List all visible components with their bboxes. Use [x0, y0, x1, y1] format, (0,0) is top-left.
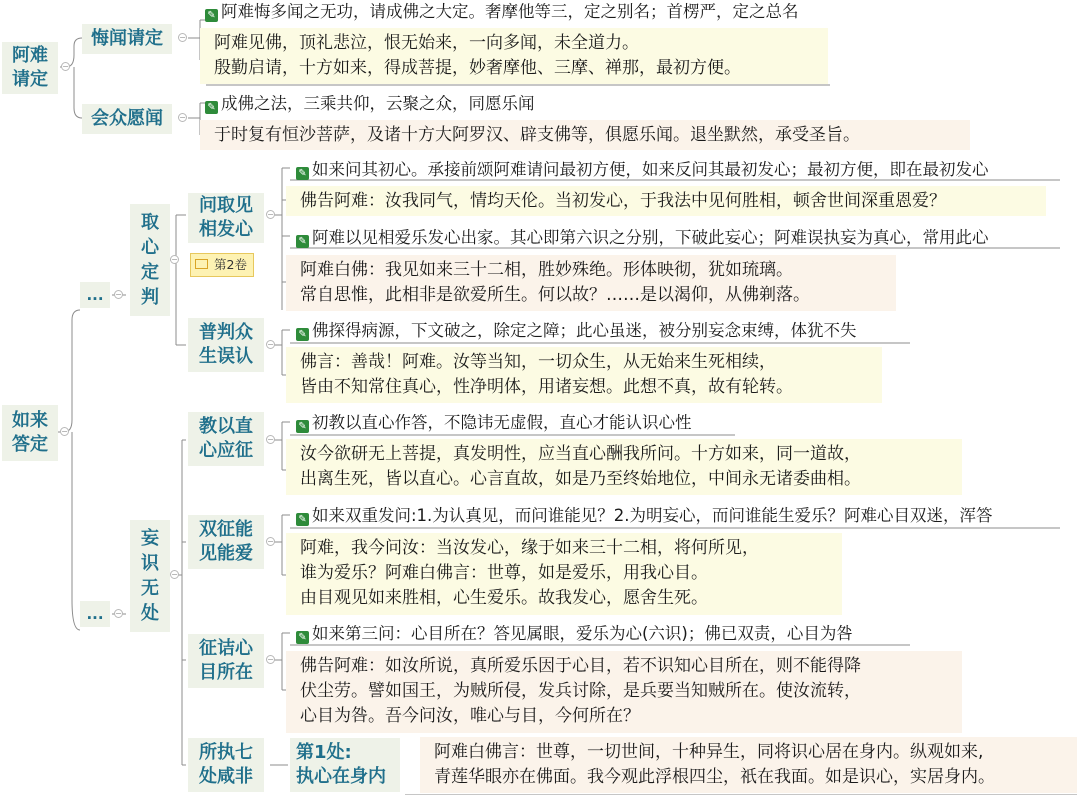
- topic-zhengjie[interactable]: 征诘心 目所在: [188, 634, 264, 688]
- topic-wangshi-wuchu[interactable]: 妄 识 无 处: [130, 520, 170, 632]
- collapse-toggle[interactable]: −: [267, 340, 274, 349]
- root-topic-anan-qingding[interactable]: 阿难 请定: [2, 42, 58, 94]
- note-wenqu-2: ✎ 阿难以见相爱乐发心出家。其心即第六识之分别，下破此妄心；阿难误执妄为真心，常用此心: [296, 226, 989, 249]
- pencil-icon: ✎: [296, 420, 309, 433]
- root-topic-rulai-dading[interactable]: 如来 答定: [2, 405, 58, 461]
- pencil-icon: ✎: [296, 167, 309, 180]
- collapse-toggle[interactable]: −: [115, 609, 122, 618]
- text-suozhi: 阿难白佛言：世尊，一切世间，十种异生，同将识心居在身内。纵观如来, 青莲华眼亦在佛面。我今观此浮根四尘，祇在我面。如是识心，实居身内。: [420, 737, 1077, 793]
- collapse-toggle[interactable]: −: [171, 255, 178, 264]
- wangshi-connectors: [176, 440, 186, 765]
- pencil-icon: ✎: [296, 513, 309, 526]
- topic-wenqu-jianxiang[interactable]: 问取见 相发心: [188, 193, 264, 243]
- topic-pupan-zhongsheng[interactable]: 普判众 生误认: [188, 318, 264, 372]
- collapse-toggle[interactable]: −: [267, 210, 274, 219]
- note-jiaoyi: ✎ 初教以直心作答，不隐讳无虚假，直心才能认识心性: [296, 411, 692, 434]
- text-wenqu-1: 佛告阿难：汝我同气，情均天伦。当初发心，于我法中见何胜相，顿舍世间深重恩爱？: [286, 186, 1046, 216]
- collapse-toggle[interactable]: −: [179, 33, 186, 42]
- collapse-toggle[interactable]: −: [267, 537, 274, 546]
- topic-huizhong-yuanwen[interactable]: 会众愿闻: [82, 104, 172, 134]
- collapse-toggle[interactable]: −: [62, 62, 69, 71]
- topic-ellipsis-collapsed[interactable]: ...: [80, 282, 110, 308]
- text-huizhong: 于时复有恒沙菩萨，及诸十方大阿罗汉、辟支佛等，俱愿乐闻。退坐默然，承受圣旨。: [200, 120, 970, 150]
- pencil-icon: ✎: [296, 235, 309, 248]
- pencil-icon: ✎: [205, 9, 218, 22]
- topic-suozhi-first[interactable]: 第1处: 执心在身内: [290, 738, 400, 792]
- topic-suozhi-qichu[interactable]: 所执七 处咸非: [188, 738, 264, 792]
- note-pupan: ✎ 佛探得病源，下文破之，除定之障；此心虽迷，被分别妄念束缚，体犹不失: [296, 319, 857, 342]
- note-huizhong: ✎ 成佛之法，三乘共仰，云聚之众，同愿乐闻: [205, 92, 535, 115]
- collapse-toggle[interactable]: −: [171, 570, 178, 579]
- text-pupan: 佛言：善哉！阿难。汝等当知，一切众生，从无始来生死相续， 皆由不知常住真心，性净明体，用诸妄想。此想不真，故有轮转。: [286, 347, 882, 403]
- collapse-toggle[interactable]: −: [267, 435, 274, 444]
- topic-quxin-dingpan[interactable]: 取 心 定 判: [130, 204, 170, 316]
- collapse-toggle[interactable]: −: [115, 290, 122, 299]
- text-shuangzheng: 阿难，我今问汝：当汝发心，缘于如来三十二相，将何所见， 谁为爱乐？阿难白佛言：世尊，如是爱乐，用我心目。 由目观见如来胜相，心生爱乐。故我发心，愿舍生死。: [286, 533, 842, 615]
- text-wenqu-2: 阿难白佛：我见如来三十二相，胜妙殊绝。形体映彻，犹如琉璃。 常自思惟，此相非是欲爱所生。何以故？……是以渴仰，从佛剃落。: [286, 255, 896, 311]
- topic-shuangzheng[interactable]: 双征能 见能爱: [188, 515, 264, 569]
- note-wenqu-1: ✎ 如来问其初心。承接前颂阿难请问最初方便，如来反问其最初发心；最初方便，即在最初发心: [296, 158, 989, 181]
- pencil-icon: ✎: [296, 328, 309, 341]
- topic-ellipsis-collapsed[interactable]: ...: [80, 601, 110, 627]
- root1-connectors: [60, 38, 82, 118]
- topic-jiaoyi-zhixin[interactable]: 教以直 心应征: [188, 412, 264, 466]
- quxin-connectors: [170, 215, 186, 345]
- topic-huiwen-qingding[interactable]: 悔闻请定: [82, 24, 172, 54]
- text-jiaoyi: 汝今欲研无上菩提，真发明性，应当直心酬我所问。十方如来，同一道故， 出离生死，皆以直心。心言直故，如是乃至终始地位，中间永无诸委曲相。: [286, 439, 962, 495]
- text-huiwen: 阿难见佛，顶礼悲泣，恨无始来，一向多闻，未全道力。 殷勤启请，十方如来，得成菩提，妙奢摩他、三摩、禅那，最初方便。: [200, 28, 828, 84]
- note-huiwen: ✎ 阿难悔多闻之无功，请成佛之大定。奢摩他等三，定之别名；首楞严，定之总名: [205, 0, 799, 23]
- label-icon: [195, 259, 208, 269]
- collapse-toggle[interactable]: −: [267, 655, 274, 664]
- note-shuangzheng: ✎ 如来双重发问:1.为认真见，而问谁能见？2.为明妄心，而问谁能生爱乐？阿难心目双迷，浑答: [296, 504, 993, 527]
- pencil-icon: ✎: [205, 101, 218, 114]
- ellipsis-connectors: [112, 295, 126, 614]
- text-zhengjie: 佛告阿难：如汝所说，真所爱乐因于心目，若不识知心目所在，则不能得降 伏尘劳。譬如国王，为贼所侵，发兵讨除，是兵要当知贼所在。使汝流转， 心目为咎。吾今问汝，唯心与目，今何所在？: [286, 651, 962, 733]
- collapse-toggle[interactable]: −: [179, 113, 186, 122]
- note-zhengjie: ✎ 如来第三问：心目所在？答见属眼，爱乐为心(六识)；佛已双责，心目为咎: [296, 622, 853, 645]
- collapse-toggle[interactable]: −: [61, 427, 68, 436]
- volume-tag[interactable]: 第2卷: [190, 253, 254, 277]
- pencil-icon: ✎: [296, 631, 309, 644]
- root2-connectors: [58, 310, 80, 630]
